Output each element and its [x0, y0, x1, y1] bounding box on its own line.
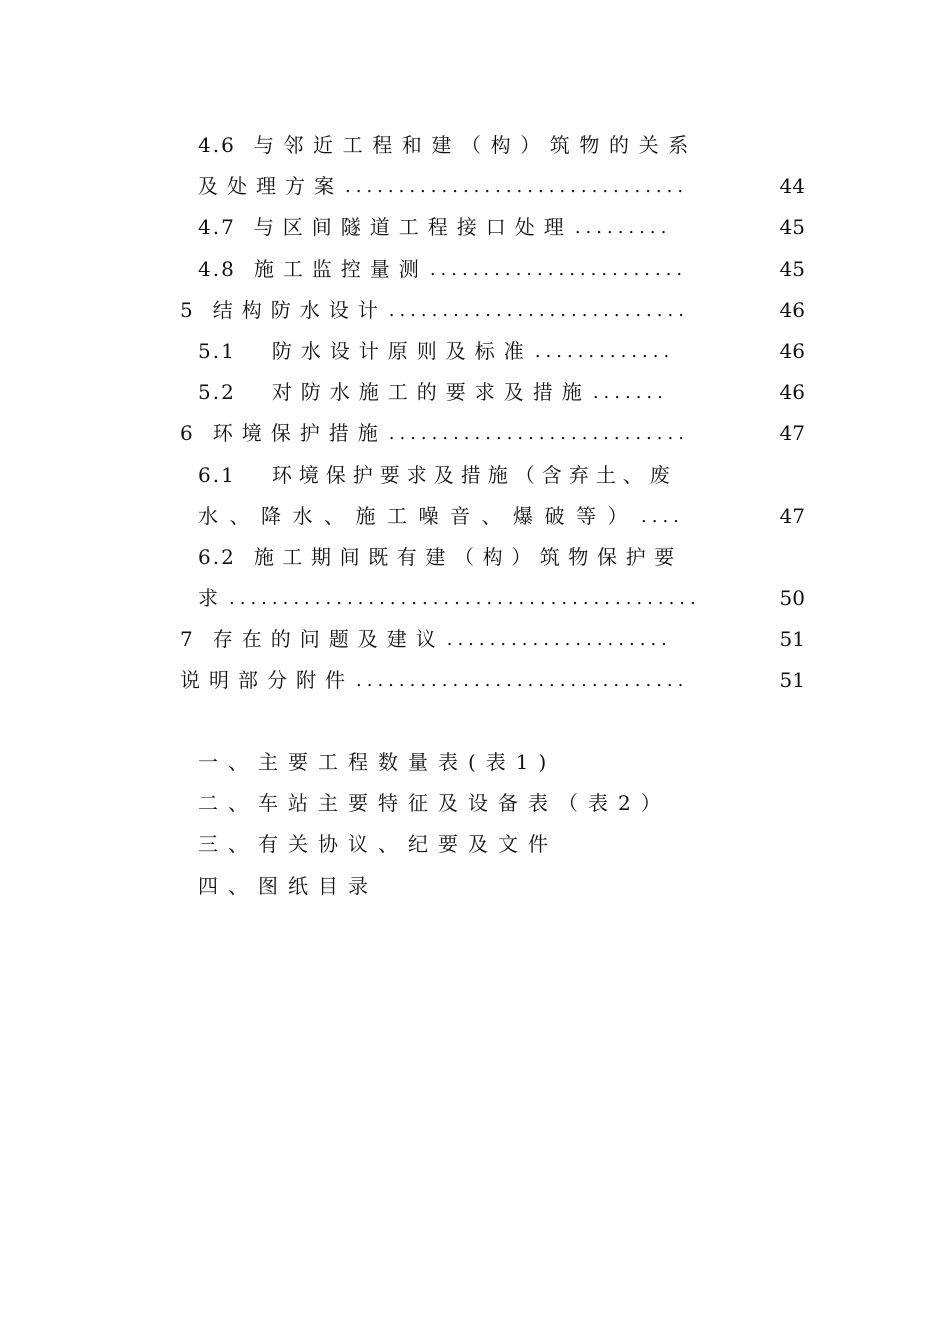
attachment-item: 二、车站主要特征及设备表（表2）: [198, 791, 671, 816]
toc-entry[interactable]: [180, 372, 805, 413]
toc-entry-title: 说明部分附件: [180, 668, 354, 693]
toc-entry-title: 施工监控量测: [253, 256, 428, 281]
toc-entry-title: 存在的问题及建议: [212, 627, 445, 652]
toc-entry-title: 与区间隧道工程接口处理: [253, 215, 573, 240]
toc-entry-number: 6.2: [198, 544, 236, 569]
toc-entry-title: 与邻近工程和建（构）筑物的关系: [253, 133, 698, 157]
toc-leader-dots: .....................: [446, 629, 672, 651]
toc-entry-title: 水、降水、施工噪音、爆破等）: [198, 503, 639, 528]
toc-leader-dots: ........................: [429, 258, 688, 280]
attachments-list: [198, 742, 671, 907]
toc-leader-dots: ............................: [388, 299, 689, 321]
toc-entry-number: 6.1: [198, 462, 236, 487]
toc-leader-dots: .......: [592, 382, 668, 404]
toc-entry-title: 环境保护要求及措施（含弃土、废: [271, 462, 677, 487]
toc-page-number: 45: [779, 256, 805, 281]
toc-entry[interactable]: [180, 619, 805, 660]
toc-entry-number: 5.2: [198, 380, 236, 405]
toc-entry[interactable]: [180, 660, 805, 701]
toc-entry[interactable]: [180, 207, 805, 248]
toc-entry-title: 施工期间既有建（构）筑物保护要: [253, 544, 683, 569]
toc-entry-title: 对防水施工的要求及措施: [271, 380, 591, 405]
toc-page-number: 46: [779, 297, 805, 322]
toc-entry-title: 及处理方案: [198, 174, 343, 199]
toc-entry[interactable]: [180, 125, 805, 166]
toc-page-number: 45: [779, 215, 805, 240]
toc-page-number: 51: [779, 668, 805, 693]
toc-entry[interactable]: [180, 331, 805, 372]
toc-entry-number: 4.8: [198, 256, 236, 281]
toc-entry-number: 6: [180, 421, 195, 446]
toc-leader-dots: ............................................: [229, 588, 701, 610]
toc-page-number: 46: [779, 380, 805, 405]
toc-entry-title: 求: [198, 586, 227, 611]
toc-entry-number: 5: [180, 297, 195, 322]
attachment-item: 一、主要工程数量表(表1): [198, 750, 557, 774]
toc-leader-dots: ...............................: [356, 670, 689, 692]
toc-page-number: 47: [779, 503, 805, 528]
toc-entry-title: 结构防水设计: [212, 297, 387, 322]
toc-entry-number: 4.7: [198, 215, 236, 240]
toc-entry[interactable]: [180, 413, 805, 454]
attachment-item: 四、图纸目录: [198, 873, 378, 898]
toc-entry[interactable]: [180, 537, 805, 578]
toc-entry[interactable]: [180, 249, 805, 290]
toc-entry[interactable]: [180, 496, 805, 537]
toc-leader-dots: ....: [641, 505, 684, 527]
toc-entry[interactable]: [180, 578, 805, 619]
toc-entry[interactable]: [180, 290, 805, 331]
toc-leader-dots: ............................: [388, 423, 689, 445]
toc-page-number: 46: [779, 338, 805, 363]
toc-page-number: 44: [779, 174, 805, 199]
toc-entry-number: 7: [180, 627, 195, 652]
toc-entry-title: 环境保护措施: [212, 421, 387, 446]
toc-leader-dots: ................................: [345, 176, 689, 198]
toc-entry[interactable]: [180, 455, 805, 496]
toc-leader-dots: .........: [574, 217, 672, 239]
toc-entry-number: 5.1: [198, 338, 236, 363]
table-of-contents: [180, 125, 805, 702]
toc-entry[interactable]: [180, 166, 805, 207]
toc-page-number: 47: [779, 421, 805, 446]
toc-page-number: 50: [779, 586, 805, 611]
toc-page-number: 51: [779, 627, 805, 652]
toc-entry-number: 4.6: [198, 133, 236, 157]
toc-entry-title: 防水设计原则及标准: [271, 338, 533, 363]
toc-leader-dots: .............: [534, 340, 675, 362]
attachment-item: 三、有关协议、纪要及文件: [198, 832, 558, 857]
